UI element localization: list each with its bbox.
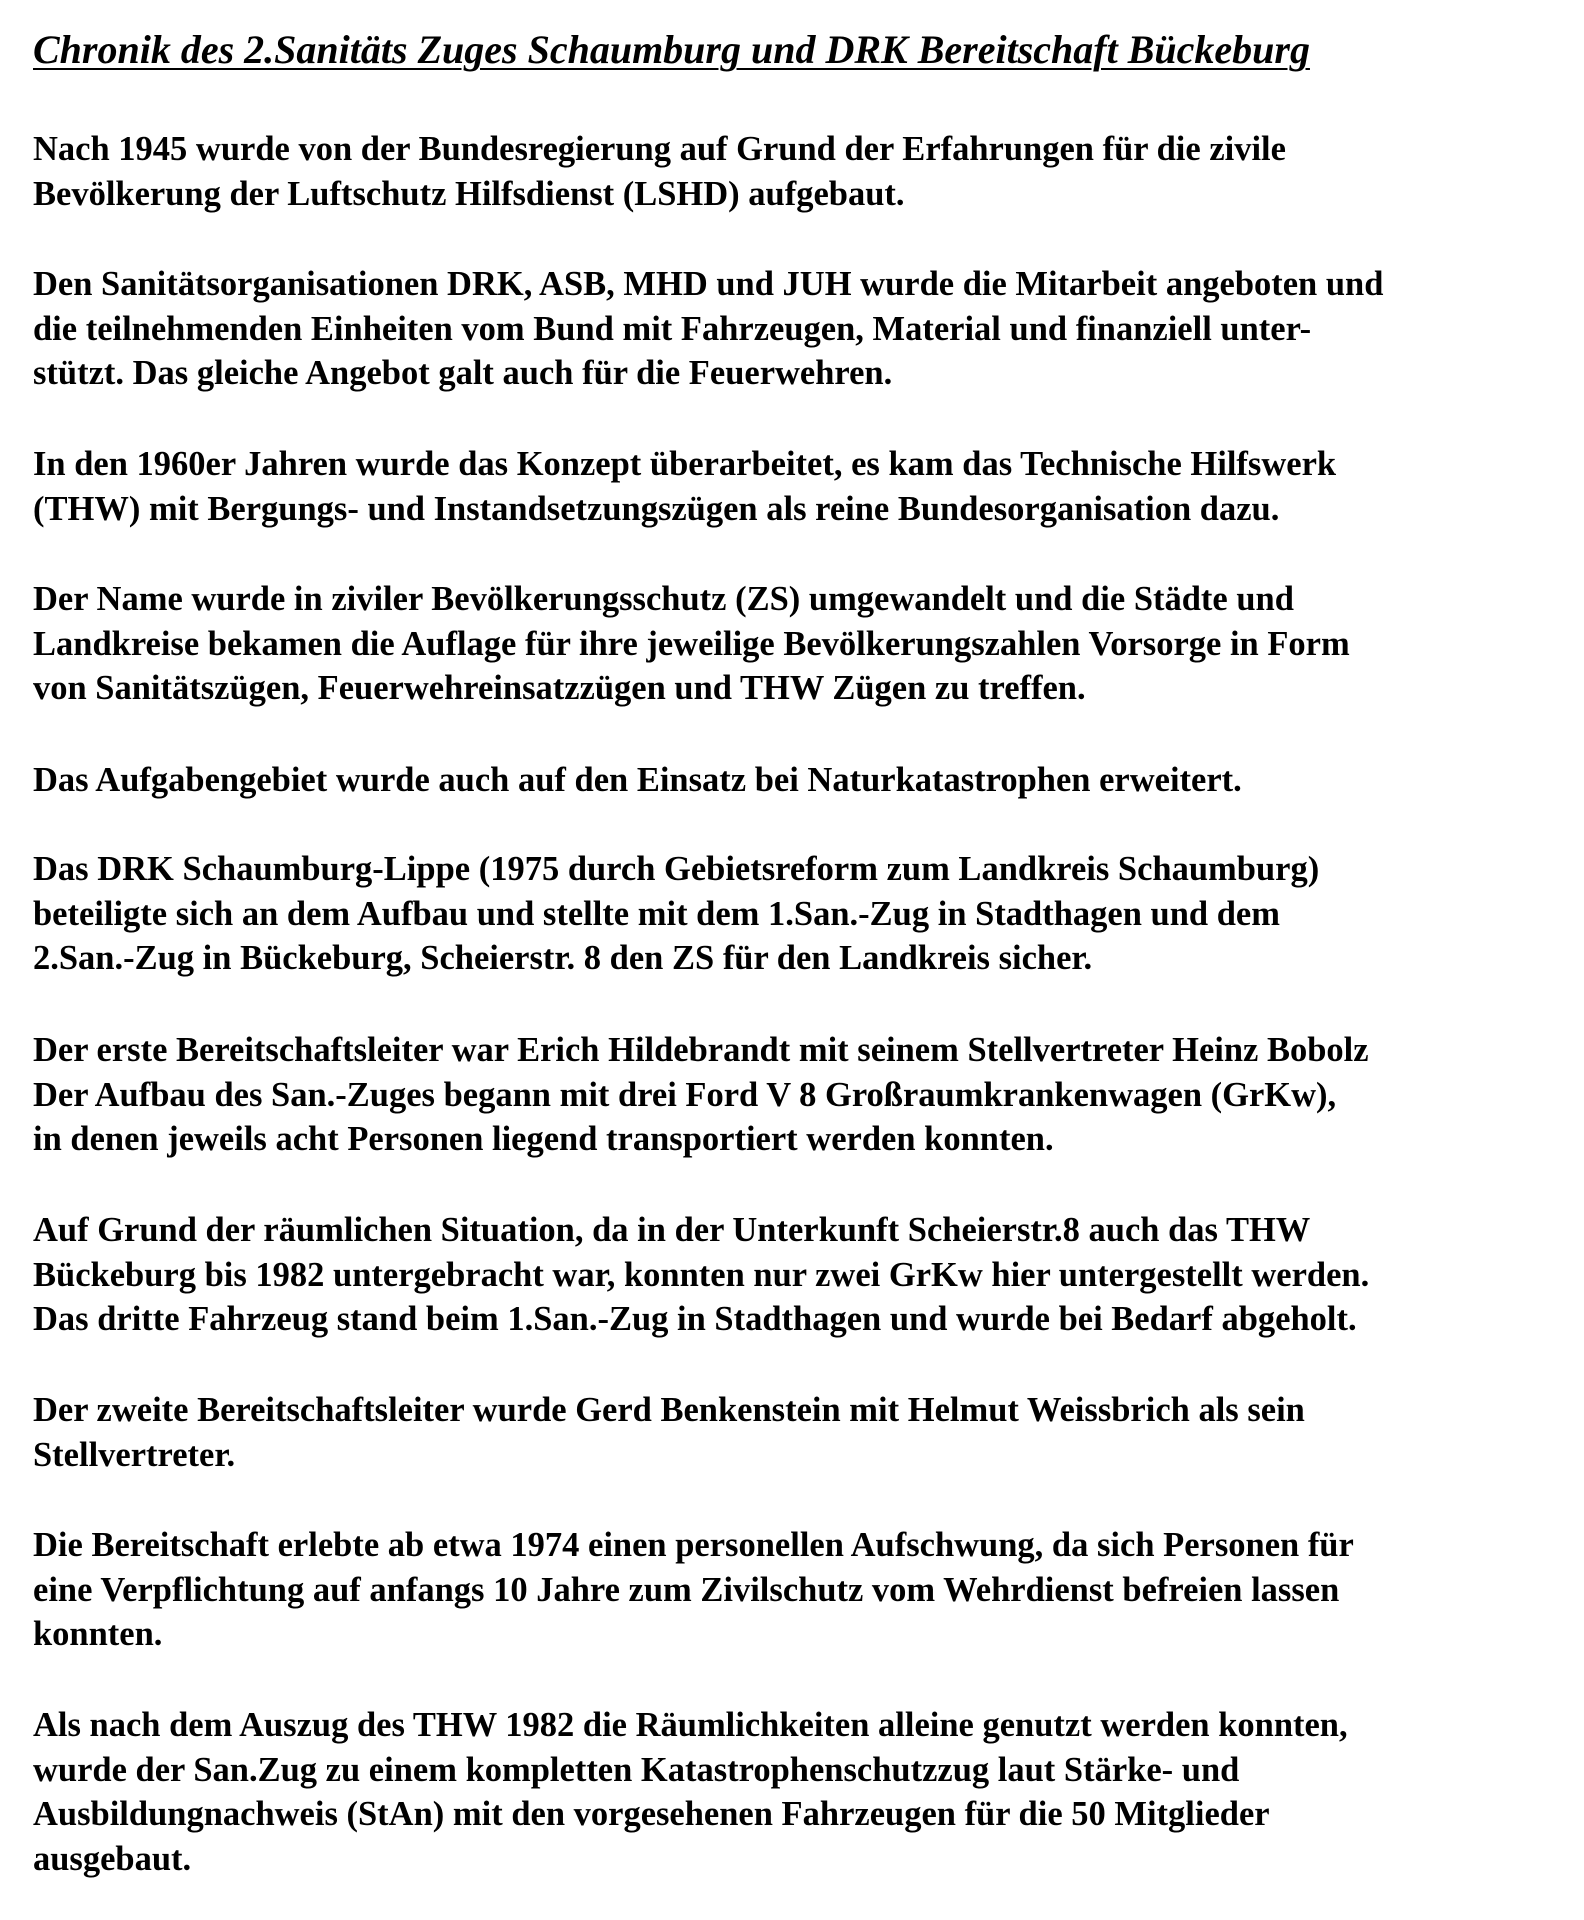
text-line: Nach 1945 wurde von der Bundesregierung auf Grund der Erfahrungen für die zivile (33, 130, 1286, 168)
paragraph (33, 1388, 1305, 1477)
paragraph (33, 127, 1286, 216)
text-line: konnten. (33, 1615, 163, 1653)
paragraph (33, 577, 1350, 711)
text-line: Stellvertreter. (33, 1435, 236, 1474)
text-line: Die Bereitschaft erlebte ab etwa 1974 einen personellen Aufschwung, da sich Personen für (33, 1526, 1354, 1564)
text-line: Den Sanitätsorganisationen DRK, ASB, MHD und JUH wurde die Mitarbeit angeboten und (33, 265, 1384, 303)
text-line: Landkreise bekamen die Auflage für ihre jeweilige Bevölkerungszahlen Vorsorge in Form (33, 624, 1350, 663)
text-line: Der Aufbau des San.-Zuges begann mit drei Ford V 8 Großraumkrankenwagen (GrKw), (33, 1075, 1337, 1114)
text-line: Der Name wurde in ziviler Bevölkerungsschutz (ZS) umgewandelt und die Städte und (33, 580, 1294, 618)
paragraph (33, 1703, 1348, 1881)
paragraph (33, 262, 1383, 396)
text-line: Das Aufgabengebiet wurde auch auf den Einsatz bei Naturkatastrophen erweitert. (33, 761, 1242, 799)
text-line: Das dritte Fahrzeug stand beim 1.San.-Zug in Stadthagen und wurde bei Bedarf abgeholt. (33, 1300, 1357, 1338)
paragraph (33, 847, 1319, 981)
text-line: Bevölkerung der Luftschutz Hilfsdienst (LSHD) aufgebaut. (33, 174, 905, 213)
text-line: Als nach dem Auszug des THW 1982 die Räumlichkeiten alleine genutzt werden konnten, (33, 1706, 1348, 1744)
text-line: 2.San.-Zug in Bückeburg, Scheierstr. 8 den ZS für den Landkreis sicher. (33, 939, 1093, 977)
text-line: Der erste Bereitschaftsleiter war Erich Hildebrandt mit seinem Stellvertreter Heinz Bobolz (33, 1031, 1369, 1069)
document-title: Chronik des 2.Sanitäts Zuges Schaumburg und DRK Bereitschaft Bückeburg (33, 27, 1310, 72)
paragraph (33, 1028, 1369, 1162)
paragraph (33, 442, 1336, 531)
text-line: ausgebaut. (33, 1839, 192, 1878)
text-line: Auf Grund der räumlichen Situation, da in der Unterkunft Scheierstr.8 auch das THW (33, 1211, 1311, 1249)
text-line: in denen jeweils acht Personen liegend transportiert werden konnten. (33, 1120, 1054, 1158)
paragraph (33, 1523, 1354, 1657)
text-line: Bückeburg bis 1982 untergebracht war, konnten nur zwei GrKw hier untergestellt werden. (33, 1255, 1370, 1294)
text-line: eine Verpflichtung auf anfangs 10 Jahre zum Zivilschutz vom Wehrdienst befreien lassen (33, 1570, 1340, 1609)
text-line: Ausbildungnachweis (StAn) mit den vorgesehenen Fahrzeugen für die 50 Mitglieder (33, 1795, 1270, 1833)
text-line: Das DRK Schaumburg-Lippe (1975 durch Gebietsreform zum Landkreis Schaumburg) (33, 850, 1320, 888)
paragraph (33, 758, 1242, 803)
text-line: Der zweite Bereitschaftsleiter wurde Gerd Benkenstein mit Helmut Weissbrich als sein (33, 1391, 1305, 1429)
text-line: (THW) mit Bergungs- und Instandsetzungszügen als reine Bundesorganisation dazu. (33, 489, 1280, 528)
text-line: beteiligte sich an dem Aufbau und stellte mit dem 1.San.-Zug in Stadthagen und dem (33, 894, 1280, 933)
text-line: wurde der San.Zug zu einem kompletten Katastrophenschutzzug laut Stärke- und (33, 1750, 1240, 1789)
paragraph (33, 1208, 1369, 1342)
text-line: von Sanitätszügen, Feuerwehreinsatzzügen und THW Zügen zu treffen. (33, 669, 1086, 707)
text-line: In den 1960er Jahren wurde das Konzept überarbeitet, es kam das Technische Hilfswerk (33, 445, 1337, 483)
text-line: stützt. Das gleiche Angebot galt auch für die Feuerwehren. (33, 354, 893, 392)
text-line: die teilnehmenden Einheiten vom Bund mit Fahrzeugen, Material und finanziell unter- (33, 309, 1312, 348)
